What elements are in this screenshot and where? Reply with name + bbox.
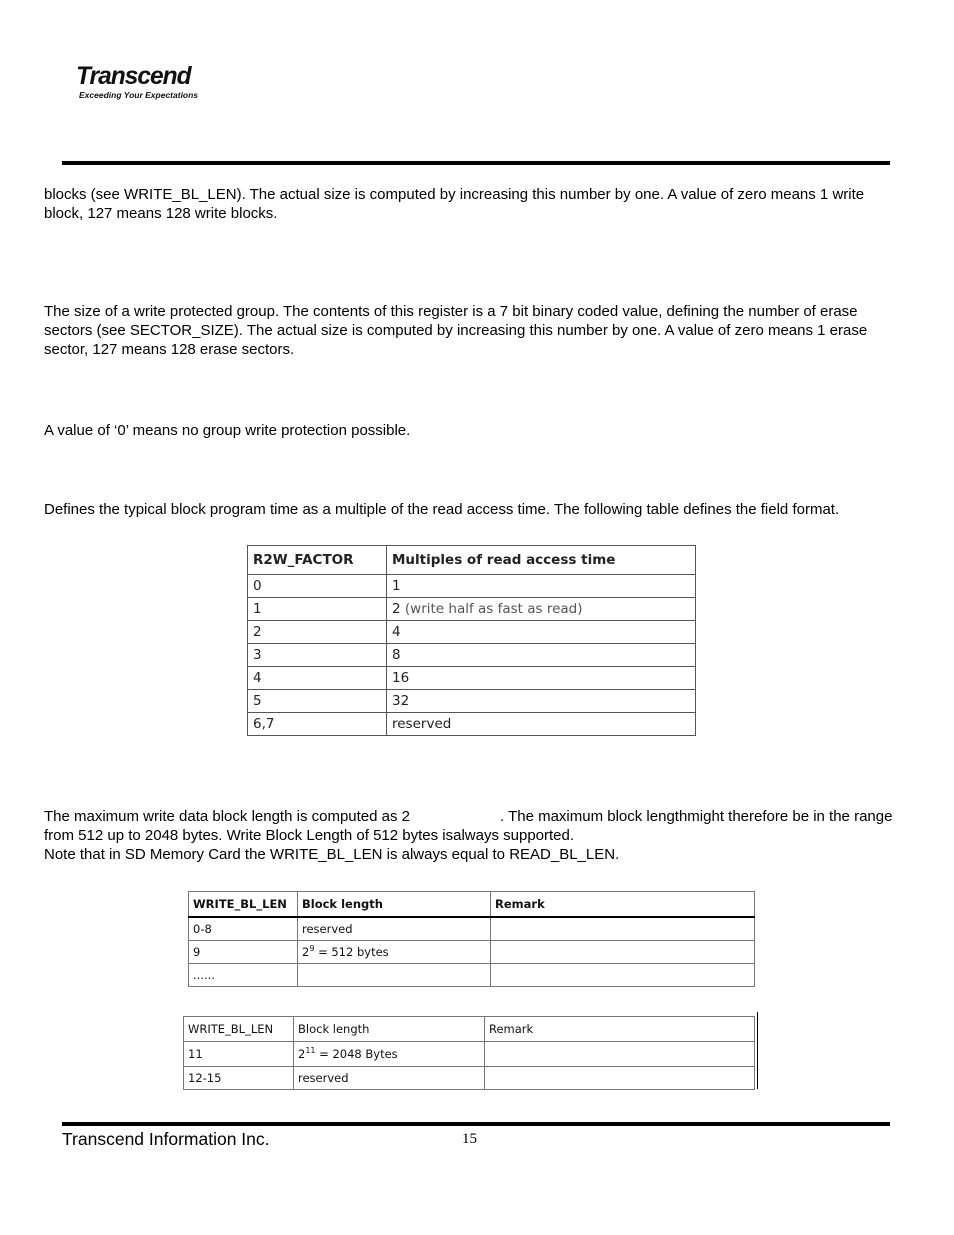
paragraph-r2w-factor: Defines the typical block program time as a multiple of the read access time. The following table defines the field format. <box>44 501 840 518</box>
column-header: Multiples of read access time <box>387 546 696 575</box>
table-cell <box>485 1042 755 1067</box>
transcend-logo <box>76 62 198 100</box>
table-cell <box>298 964 491 987</box>
footer-company: Transcend Information Inc. <box>62 1129 270 1149</box>
table-row <box>248 713 696 736</box>
table-cell: 1 <box>387 575 696 598</box>
paragraph-wp-group-enable: A value of ‘0’ means no group write protection possible. <box>44 422 411 439</box>
table-row <box>248 690 696 713</box>
table-cell: 8 <box>387 644 696 667</box>
column-header: R2W_FACTOR <box>248 546 387 575</box>
table-cell: 0 <box>248 575 387 598</box>
table-cell: 6,7 <box>248 713 387 736</box>
table-cell: 1 <box>248 598 387 621</box>
table-row <box>184 1042 755 1067</box>
table-cell: 2 <box>248 621 387 644</box>
table-cell: ...... <box>189 964 298 987</box>
table-cell <box>491 941 755 964</box>
paragraph-write-bl-len: The maximum write data block length is computed as 2 . The maximum block lengthmight therefore be in the range from 512 up to 2048 bytes. Write Block Length of 512 bytes isalways supported. Note that in SD Memory Card the WRITE_BL_LEN is always equal to READ_BL_LEN. <box>44 808 893 863</box>
table-cell: 3 <box>248 644 387 667</box>
table-cell: 2 (write half as fast as read) <box>387 598 696 621</box>
table-row <box>248 644 696 667</box>
table-cell: reserved <box>387 713 696 736</box>
table-header-row <box>184 1017 755 1042</box>
table-row <box>189 941 755 964</box>
table-row <box>248 598 696 621</box>
table-row <box>248 621 696 644</box>
table-cell: 9 <box>189 941 298 964</box>
table-cell: 16 <box>387 667 696 690</box>
table-cell: $2^{11} = 2048$ Bytes <box>294 1042 485 1067</box>
table-cell: 32 <box>387 690 696 713</box>
column-header: WRITE_BL_LEN <box>189 892 298 918</box>
table-edge-line <box>757 1012 758 1089</box>
table-cell: 4 <box>248 667 387 690</box>
table-cell <box>485 1067 755 1090</box>
table-row <box>189 917 755 941</box>
table-cell: $2^9 = 512$ bytes <box>298 941 491 964</box>
table-row <box>184 1067 755 1090</box>
paragraph-wp-group-size: The size of a write protected group. The contents of this register is a 7 bit binary coded value, defining the number of erase sectors (see SECTOR_SIZE). The actual size is computed by increasing this number by one. A value of zero means 1 erase sector, 127 means 128 erase sectors. <box>44 303 868 358</box>
column-header: Remark <box>491 892 755 918</box>
logo-name: Transcend <box>76 62 191 90</box>
table-row <box>189 964 755 987</box>
r2w-factor-table <box>247 545 696 736</box>
table-cell: 0-8 <box>189 917 298 941</box>
table-header-row <box>248 546 696 575</box>
footer-rule <box>62 1122 890 1126</box>
header-rule <box>62 161 890 165</box>
column-header: WRITE_BL_LEN <box>184 1017 294 1042</box>
table-cell: 11 <box>184 1042 294 1067</box>
table-cell: 5 <box>248 690 387 713</box>
write-bl-len-table-1 <box>188 891 755 987</box>
table-cell <box>491 917 755 941</box>
table-cell: 4 <box>387 621 696 644</box>
write-bl-len-table-2 <box>183 1016 755 1090</box>
table-row <box>248 575 696 598</box>
column-header: Block length <box>298 892 491 918</box>
table-cell: 12-15 <box>184 1067 294 1090</box>
table-cell: reserved <box>298 917 491 941</box>
page-number: 15 <box>462 1131 477 1147</box>
table-row <box>248 667 696 690</box>
column-header: Remark <box>485 1017 755 1042</box>
table-cell: reserved <box>294 1067 485 1090</box>
logo-tagline: Exceeding Your Expectations <box>79 90 199 100</box>
table-cell <box>491 964 755 987</box>
column-header: Block length <box>294 1017 485 1042</box>
paragraph-write-blocks: blocks (see WRITE_BL_LEN). The actual size is computed by increasing this number by one. A value of zero means 1 write block, 127 means 128 write blocks. <box>44 186 865 222</box>
table-header-row <box>189 892 755 918</box>
